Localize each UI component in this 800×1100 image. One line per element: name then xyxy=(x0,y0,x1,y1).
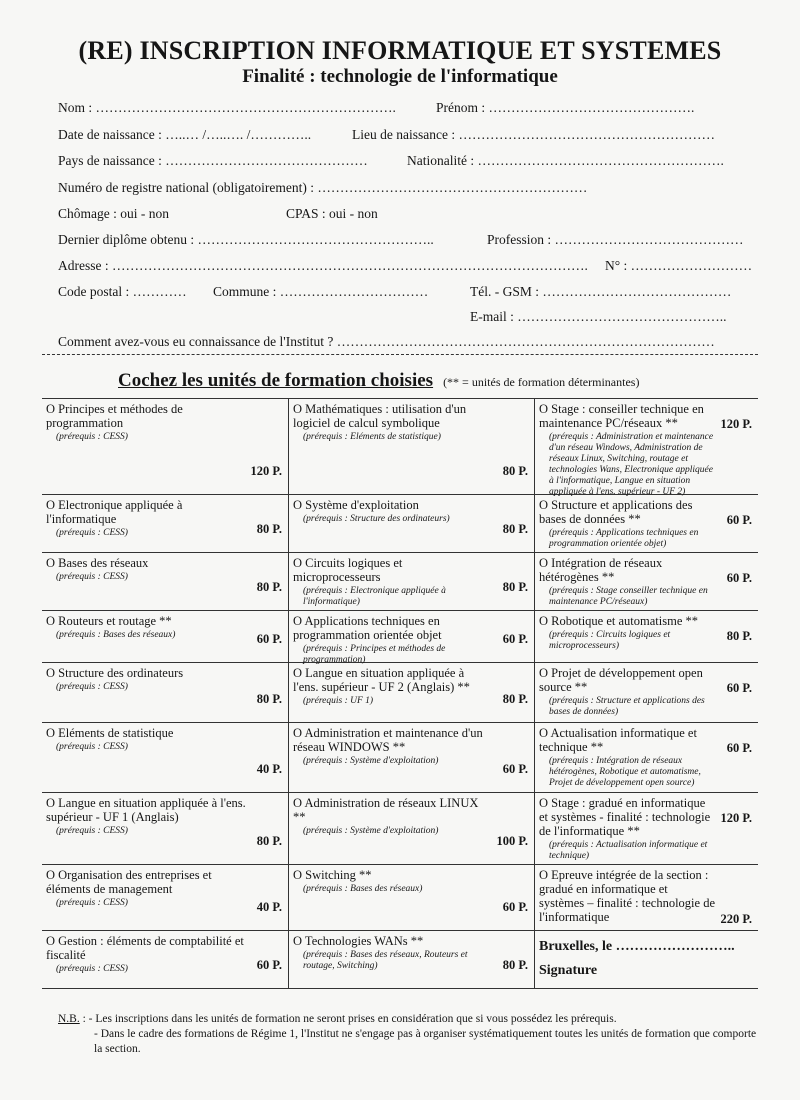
unit-cell[interactable] xyxy=(534,723,758,793)
form-subtitle: Finalité : technologie de l'informatique xyxy=(242,66,558,87)
unit-prereq: (prérequis : CESS) xyxy=(56,682,128,692)
unit-name[interactable]: O Stage : gradué en informatique et systèmes - finalité : technologie de l'informatique ** xyxy=(539,796,711,838)
dashed-separator xyxy=(42,354,758,355)
unit-prereq: (prérequis : Bases des réseaux) xyxy=(303,884,423,894)
unit-prereq: (prérequis : CESS) xyxy=(56,742,128,752)
unit-prereq: (prérequis : Principes et méthodes de programmation) xyxy=(303,644,446,665)
footnote-1-text: : - Les inscriptions dans les unités de formation ne seront prises en considération que si vous possédez les prérequis. xyxy=(79,1013,617,1025)
tel-gsm-field[interactable]: Tél. - GSM : …………………………………… xyxy=(470,284,732,299)
unit-cell[interactable] xyxy=(288,399,534,495)
unit-prereq: (prérequis : Actualisation informatique et technique) xyxy=(549,840,708,861)
footnote-1 xyxy=(58,1012,758,1027)
unit-name[interactable]: O Robotique et automatisme ** xyxy=(539,614,699,628)
unit-cell[interactable] xyxy=(534,399,758,495)
unit-cell[interactable] xyxy=(288,865,534,931)
unit-cell[interactable] xyxy=(42,495,288,553)
unit-points: 80 P. xyxy=(502,522,528,536)
unit-prereq: (prérequis : Circuits logiques et microprocesseurs) xyxy=(549,630,671,651)
unit-cell[interactable] xyxy=(534,865,758,931)
unit-prereq: (prérequis : Structure des ordinateurs) xyxy=(303,514,450,524)
prenom-field[interactable]: Prénom : ………………………………………. xyxy=(436,100,695,115)
code-postal-field[interactable]: Code postal : ………… xyxy=(58,284,187,299)
unit-name[interactable]: O Principes et méthodes de programmation xyxy=(46,402,183,430)
unit-points: 80 P. xyxy=(726,629,752,643)
unit-points: 60 P. xyxy=(502,632,528,646)
section-heading xyxy=(118,370,639,392)
unit-prereq: (prérequis : Intégration de réseaux hétérogènes, Robotique et automatisme, Projet de développement open source) xyxy=(549,756,701,788)
unit-prereq: (prérequis : CESS) xyxy=(56,964,128,974)
unit-cell[interactable] xyxy=(42,663,288,723)
unit-cell[interactable] xyxy=(288,553,534,611)
unit-prereq: (prérequis : Electronique appliquée à l'informatique) xyxy=(303,586,446,607)
unit-name[interactable]: O Organisation des entreprises et éléments de management xyxy=(46,868,212,896)
unit-cell[interactable] xyxy=(288,495,534,553)
cpas-field[interactable]: CPAS : oui - non xyxy=(286,206,378,221)
unit-prereq: (prérequis : Système d'exploitation) xyxy=(303,826,439,836)
signature-label: Signature xyxy=(539,963,598,978)
commune-field[interactable]: Commune : …………………………… xyxy=(213,284,429,299)
unit-points: 80 P. xyxy=(256,522,282,536)
unit-name[interactable]: O Technologies WANs ** xyxy=(293,934,424,948)
nb-label: N.B. xyxy=(58,1013,80,1025)
unit-prereq: (prérequis : Stage conseiller technique en maintenance PC/réseaux) xyxy=(549,586,708,607)
unit-points: 80 P. xyxy=(502,464,528,478)
unit-name[interactable]: O Actualisation informatique et technique ** xyxy=(539,726,697,754)
unit-name[interactable]: O Langue en situation appliquée à l'ens. supérieur - UF 1 (Anglais) xyxy=(46,796,246,824)
unit-cell[interactable] xyxy=(288,793,534,865)
unit-cell[interactable] xyxy=(42,399,288,495)
unit-name[interactable]: O Bases des réseaux xyxy=(46,556,149,570)
units-grid xyxy=(42,398,758,989)
unit-name[interactable]: O Epreuve intégrée de la section : gradué en informatique et systèmes – finalité : technologie de l'informatique xyxy=(539,868,715,924)
unit-points: 100 P. xyxy=(496,834,528,848)
unit-cell[interactable] xyxy=(42,931,288,989)
unit-cell[interactable] xyxy=(534,663,758,723)
email-field[interactable]: E-mail : ……………………………………….. xyxy=(470,309,727,324)
unit-name[interactable]: O Administration et maintenance d'un réseau WINDOWS ** xyxy=(293,726,483,754)
registre-national-field[interactable]: Numéro de registre national (obligatoirement) : …………………………………………………… xyxy=(58,180,588,195)
numero-field[interactable]: N° : ……………………… xyxy=(605,258,753,273)
unit-name[interactable]: O Système d'exploitation xyxy=(293,498,419,512)
date-naissance-field[interactable]: Date de naissance : …..… /…..…. /………….. xyxy=(58,127,312,142)
unit-name[interactable]: O Electronique appliquée à l'informatique xyxy=(46,498,183,526)
unit-name[interactable]: O Mathématiques : utilisation d'un logiciel de calcul symbolique xyxy=(293,402,467,430)
unit-name[interactable]: O Administration de réseaux LINUX ** xyxy=(293,796,479,824)
unit-cell[interactable] xyxy=(42,723,288,793)
signature-cell[interactable] xyxy=(534,931,758,989)
unit-name[interactable]: O Switching ** xyxy=(293,868,372,882)
profession-field[interactable]: Profession : …………………………………… xyxy=(487,232,744,247)
adresse-field[interactable]: Adresse : ……………………………………………………………………………………………. xyxy=(58,258,588,273)
unit-points: 120 P. xyxy=(720,811,752,825)
unit-prereq: (prérequis : CESS) xyxy=(56,572,128,582)
unit-name[interactable]: O Projet de développement open source ** xyxy=(539,666,703,694)
nationalite-field[interactable]: Nationalité : ………………………………………………. xyxy=(407,153,724,168)
unit-points: 80 P. xyxy=(256,692,282,706)
pays-naissance-field[interactable]: Pays de naissance : ……………………………………… xyxy=(58,153,368,168)
unit-points: 80 P. xyxy=(502,692,528,706)
unit-name[interactable]: O Structure et applications des bases de données ** xyxy=(539,498,693,526)
unit-points: 60 P. xyxy=(726,741,752,755)
unit-name[interactable]: O Circuits logiques et microprocesseurs xyxy=(293,556,403,584)
unit-name[interactable]: O Langue en situation appliquée à l'ens. supérieur - UF 2 (Anglais) ** xyxy=(293,666,470,694)
unit-cell[interactable] xyxy=(288,611,534,663)
unit-points: 80 P. xyxy=(256,580,282,594)
unit-points: 40 P. xyxy=(256,900,282,914)
unit-points: 60 P. xyxy=(502,762,528,776)
unit-name[interactable]: O Routeurs et routage ** xyxy=(46,614,172,628)
unit-name[interactable]: O Applications techniques en programmation orientée objet xyxy=(293,614,442,642)
unit-cell[interactable] xyxy=(42,553,288,611)
unit-cell[interactable] xyxy=(42,793,288,865)
unit-cell[interactable] xyxy=(534,793,758,865)
unit-prereq: (prérequis : Applications techniques en programmation orientée objet) xyxy=(549,528,699,549)
unit-name[interactable]: O Structure des ordinateurs xyxy=(46,666,184,680)
unit-prereq: (prérequis : Structure et applications des bases de données) xyxy=(549,696,705,717)
unit-points: 80 P. xyxy=(502,958,528,972)
unit-prereq: (prérequis : Bases des réseaux) xyxy=(56,630,176,640)
dernier-diplome-field[interactable]: Dernier diplôme obtenu : …………………………………………….. xyxy=(58,232,434,247)
footnotes xyxy=(58,1012,758,1057)
unit-name[interactable]: O Eléments de statistique xyxy=(46,726,174,740)
unit-points: 40 P. xyxy=(256,762,282,776)
section-heading-text: Cochez les unités de formation choisies xyxy=(118,370,434,391)
chomage-field[interactable]: Chômage : oui - non xyxy=(58,206,169,221)
unit-name[interactable]: O Intégration de réseaux hétérogènes ** xyxy=(539,556,663,584)
unit-prereq: (prérequis : CESS) xyxy=(56,898,128,908)
unit-points: 80 P. xyxy=(256,834,282,848)
unit-cell[interactable] xyxy=(288,931,534,989)
unit-prereq: (prérequis : CESS) xyxy=(56,528,128,538)
unit-points: 60 P. xyxy=(502,900,528,914)
unit-prereq: (prérequis : CESS) xyxy=(56,826,128,836)
unit-prereq: (prérequis : Administration et maintenance d'un réseau Windows, Administration de réseaux Linux, Switching, routage et technologies Wans, Electronique appliquée à l'informatique, Langue en situation appliquée à l'ens. supérieur - UF 2) xyxy=(549,432,714,497)
unit-prereq: (prérequis : Eléments de statistique) xyxy=(303,432,441,442)
unit-points: 60 P. xyxy=(726,513,752,527)
unit-points: 60 P. xyxy=(726,681,752,695)
unit-points: 220 P. xyxy=(720,912,752,926)
signature-place[interactable]: Bruxelles, le …………………….. xyxy=(539,939,735,954)
unit-points: 60 P. xyxy=(256,632,282,646)
unit-prereq: (prérequis : CESS) xyxy=(56,432,128,442)
nom-field[interactable]: Nom : …………………………………………………………. xyxy=(58,100,396,115)
unit-points: 120 P. xyxy=(250,464,282,478)
unit-cell[interactable] xyxy=(534,553,758,611)
form-title: (RE) INSCRIPTION INFORMATIQUE ET SYSTEMES xyxy=(78,36,722,65)
lieu-naissance-field[interactable]: Lieu de naissance : ………………………………………………… xyxy=(352,127,715,142)
unit-cell[interactable] xyxy=(534,611,758,663)
unit-cell[interactable] xyxy=(42,865,288,931)
unit-prereq: (prérequis : Bases des réseaux, Routeurs et routage, Switching) xyxy=(303,950,468,971)
section-heading-note: (** = unités de formation déterminantes) xyxy=(443,375,640,389)
unit-cell[interactable] xyxy=(288,723,534,793)
unit-points: 60 P. xyxy=(726,571,752,585)
unit-prereq: (prérequis : Système d'exploitation) xyxy=(303,756,439,766)
unit-prereq: (prérequis : UF 1) xyxy=(303,696,374,706)
connaissance-field[interactable]: Comment avez-vous eu connaissance de l'Institut ? ………………………………………………………………………… xyxy=(58,334,715,349)
unit-cell[interactable] xyxy=(42,611,288,663)
unit-name[interactable]: O Gestion : éléments de comptabilité et fiscalité xyxy=(46,934,244,962)
footnote-2: - Dans le cadre des formations de Régime 1, l'Institut ne s'engage pas à organiser systématiquement toutes les unités de formation que comporte la section. xyxy=(94,1028,757,1055)
unit-cell[interactable] xyxy=(288,663,534,723)
unit-points: 80 P. xyxy=(502,580,528,594)
unit-points: 120 P. xyxy=(720,417,752,431)
unit-points: 60 P. xyxy=(256,958,282,972)
unit-cell[interactable] xyxy=(534,495,758,553)
unit-name[interactable]: O Stage : conseiller technique en maintenance PC/réseaux ** xyxy=(539,402,704,430)
